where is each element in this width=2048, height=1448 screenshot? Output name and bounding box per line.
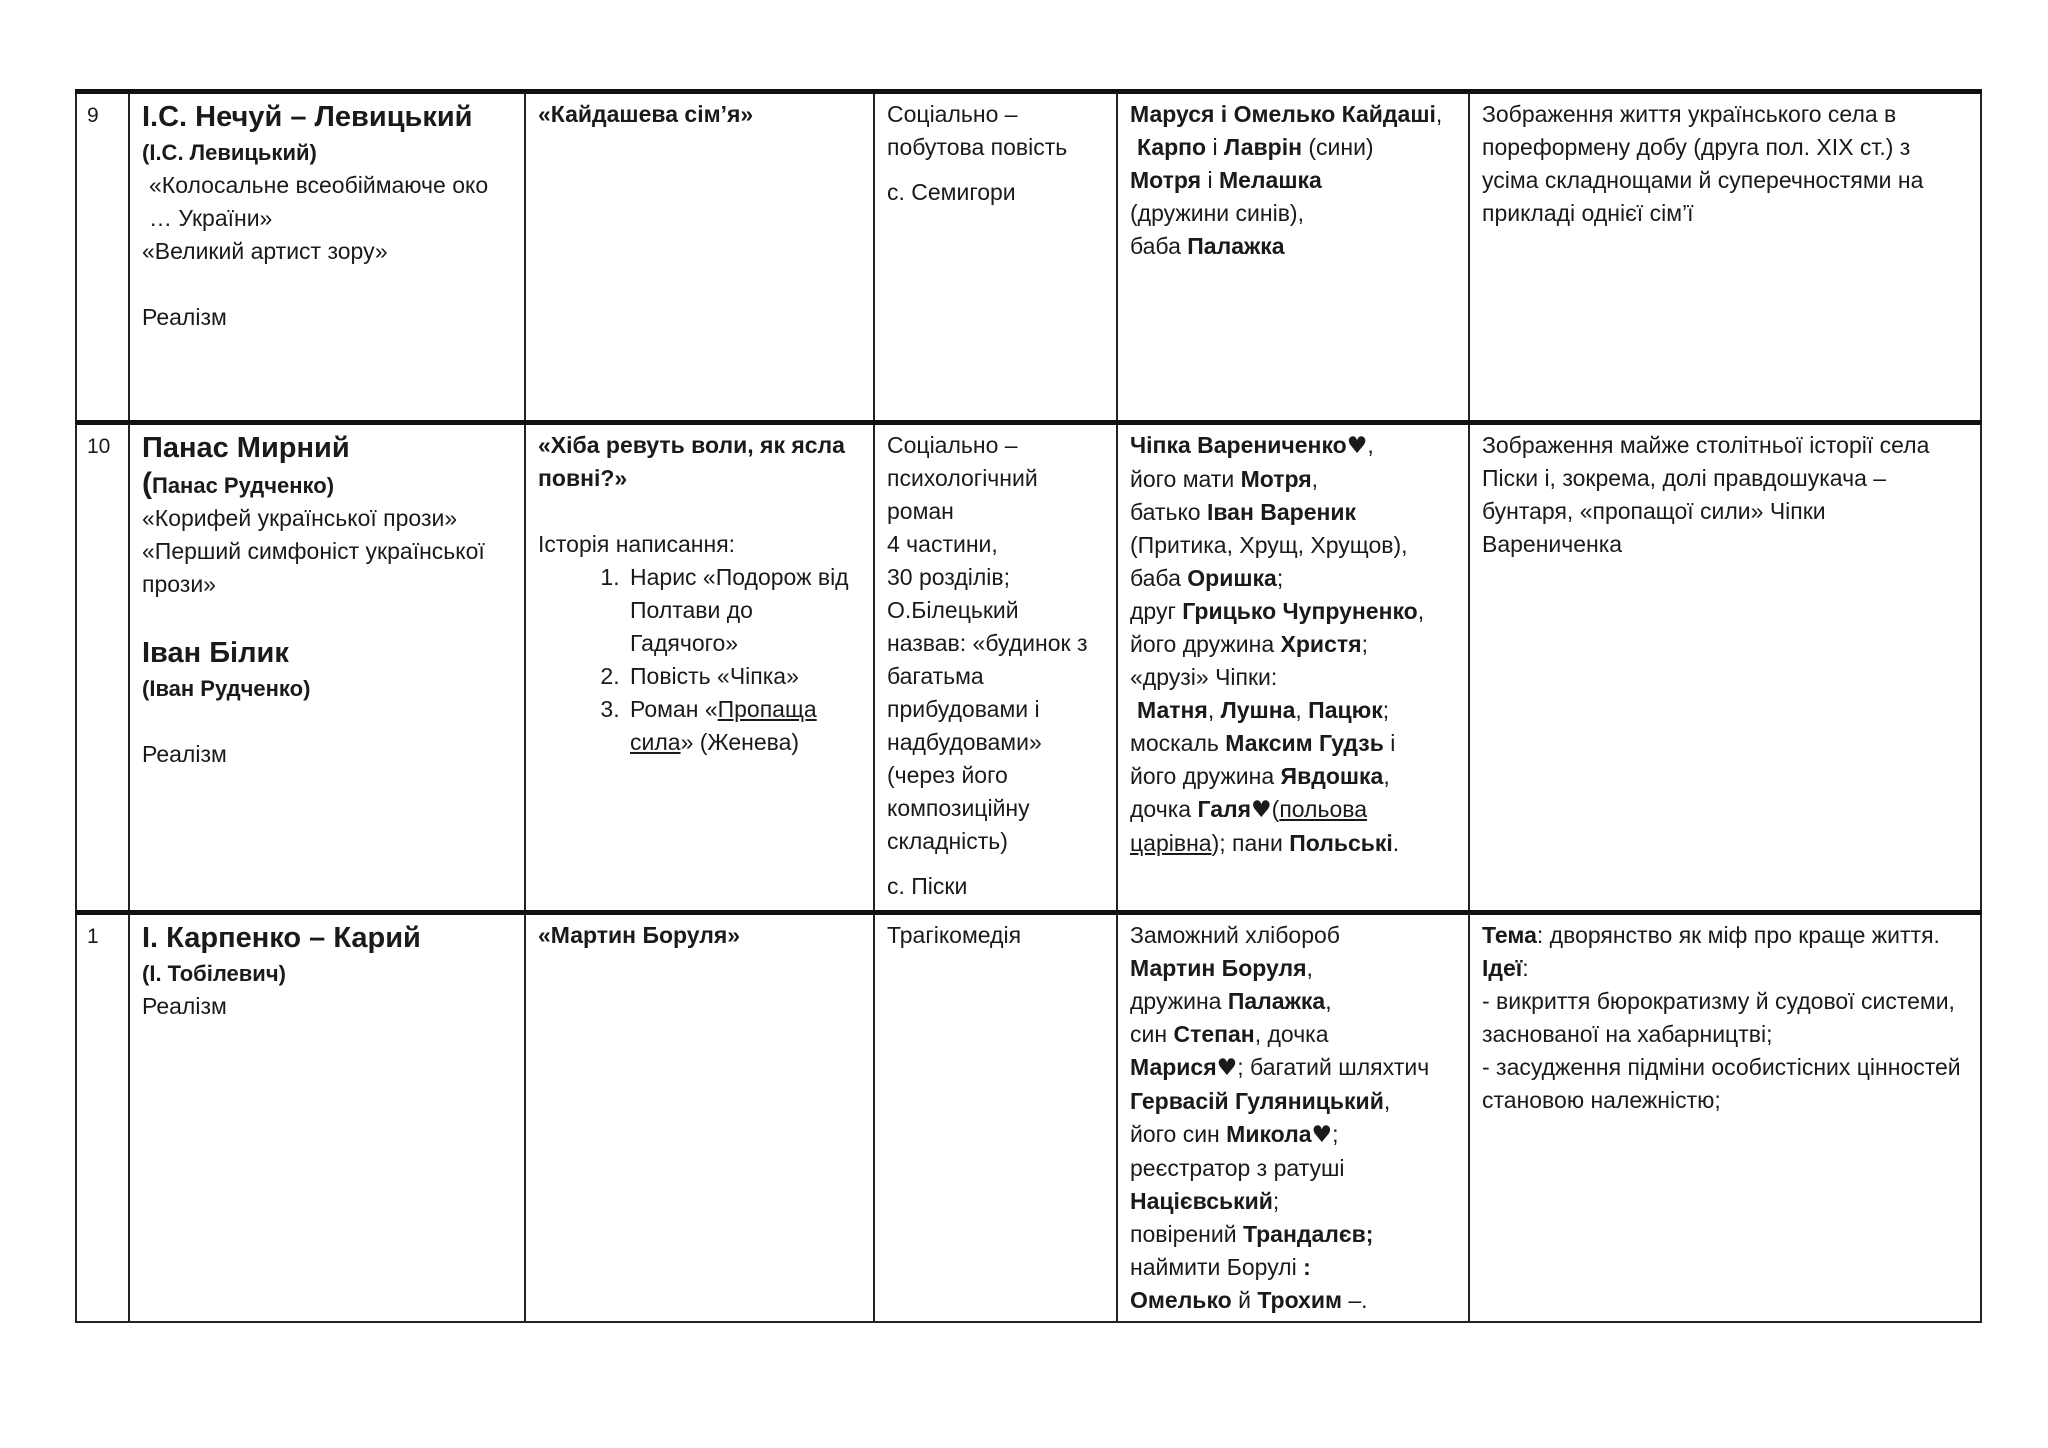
- list-item: 2. Повість «Чіпка»: [626, 660, 861, 693]
- author-name: І. Карпенко – Карий: [142, 922, 421, 954]
- characters-cell: Заможний хлібороб Мартин Боруля, дружина Палажка, син Степан, дочка Марися♥; багатий шляхтич Гервасій Гуляницький, його син Микола♥; реєстратор з ратуші Націєвський; повірений Трандалєв; наймити Борулі : Омелько й Трохим –.: [1117, 913, 1469, 1323]
- genre-text: Трагікомедія: [887, 922, 1022, 948]
- character-name: Мартин Боруля: [1130, 955, 1307, 981]
- character-text: Заможний хлібороб: [1130, 922, 1340, 948]
- character-name: Гервасій Гуляницький: [1130, 1088, 1384, 1114]
- row-number-cell: [76, 423, 129, 913]
- genre-text: Соціально – психологічний роман: [887, 432, 1038, 524]
- genre-cell: [874, 92, 1117, 423]
- history-list: [538, 561, 861, 759]
- author-real-name: (І.С. Левицький): [142, 140, 317, 165]
- theme-cell: Тема: дворянство як міф про краще життя. Ідеї: - викриття бюрократизму й судової системи, заснованої на хабарництві; - засудження підміни особистісних цінностей становою належністю;: [1469, 913, 1981, 1323]
- character-name: Марися: [1130, 1054, 1217, 1080]
- author-epithet: «Великий артист зору»: [142, 238, 388, 264]
- theme-label: Тема: [1482, 922, 1537, 948]
- character-text: і: [1214, 101, 1234, 127]
- list-item: 1. Нарис «Подорож від Полтави до Гадячого»: [626, 561, 861, 660]
- literary-style: Реалізм: [142, 993, 227, 1019]
- setting-place: с. Піски: [887, 873, 968, 899]
- author-epithet: «Перший симфоніст української прози»: [142, 538, 485, 597]
- character-name: Карпо: [1137, 134, 1207, 160]
- heart-icon: ♥: [1251, 797, 1272, 823]
- character-name: Христя: [1280, 631, 1362, 657]
- list-item: 3. Роман «Пропаща сила» (Женева): [626, 693, 861, 759]
- author-real-name: (І. Тобілевич): [142, 961, 286, 986]
- character-name: Мотря: [1130, 167, 1202, 193]
- theme-text: Зображення життя українського села в пореформену добу (друга пол. ХІХ ст.) з усіма складнощами й суперечностями на прикладі однієї сім’ї: [1482, 101, 1924, 226]
- character-name: Микола: [1226, 1121, 1312, 1147]
- idea-item: - викриття бюрократизму й судової системи, заснованої на хабарництві;: [1482, 988, 1955, 1047]
- character-name: Трохим: [1257, 1287, 1342, 1313]
- character-text: і: [1201, 167, 1219, 193]
- table-row: [76, 92, 1981, 423]
- character-name: Максим Гудзь: [1225, 730, 1384, 756]
- row-number-cell: [76, 913, 129, 1323]
- paren: (: [142, 467, 152, 500]
- character-name: Іван Вареник: [1206, 499, 1357, 525]
- author-pseudonym: Іван Білик: [142, 637, 289, 669]
- character-name: Мотря: [1240, 466, 1312, 492]
- character-name: Лаврін: [1224, 134, 1302, 160]
- table-row: [76, 913, 1981, 1323]
- character-text: (сини): [1301, 134, 1374, 160]
- character-name: Омелько Кайдаші: [1233, 101, 1436, 127]
- character-name: Маруся: [1130, 101, 1215, 127]
- author-epithet: «Колосальне всеобіймаюче око … України»: [149, 172, 489, 231]
- character-text: і: [1206, 134, 1224, 160]
- row-number: 9: [87, 104, 99, 127]
- character-name: Галя: [1197, 796, 1252, 822]
- genre-detail: 30 розділів;: [887, 564, 1011, 590]
- setting-place: с. Семигори: [887, 179, 1016, 205]
- work-cell: [525, 423, 874, 913]
- character-name: Грицько Чупруненко: [1182, 598, 1418, 624]
- genre-detail: 4 частини,: [887, 531, 998, 557]
- author-cell: [129, 92, 525, 423]
- author-cell: [129, 423, 525, 913]
- work-title: «Мартин Боруля»: [538, 922, 741, 948]
- character-name: Націєвський: [1130, 1188, 1273, 1214]
- literary-style: Реалізм: [142, 304, 227, 330]
- work-title: «Хіба ревуть воли, як ясла повні?»: [538, 432, 845, 491]
- character-name: Палажка: [1227, 988, 1326, 1014]
- row-number: 10: [87, 435, 111, 458]
- character-name: Явдошка: [1280, 763, 1384, 789]
- heart-icon: ♥: [1346, 433, 1368, 459]
- row-number-cell: [76, 92, 129, 423]
- characters-cell: Чіпка Варениченко♥, його мати Мотря, батько Іван Вареник (Притика, Хрущ, Хрущов), баба Оришка; друг Грицько Чупруненко, його дружина Христя; «друзі» Чіпки: Матня, Лушна, Пацюк; москаль Максим Гудзь і його дружина Явдошка, дочка Галя♥(польова царівна); пани Польські.: [1117, 423, 1469, 913]
- theme-cell: [1469, 92, 1981, 423]
- row-number: 1: [87, 925, 99, 948]
- author-name: Панас Мирний: [142, 432, 350, 464]
- character-text: реєстратор з ратуші: [1130, 1155, 1345, 1181]
- character-text: баба: [1130, 233, 1188, 259]
- literature-table: [75, 89, 1982, 1323]
- genre-cell: [874, 423, 1117, 913]
- genre-cell: [874, 913, 1117, 1323]
- character-text: ,: [1435, 101, 1443, 127]
- genre-text: Соціально – побутова повість: [887, 101, 1068, 160]
- character-text: «друзі» Чіпки:: [1130, 664, 1278, 690]
- author-epithet: «Корифей української прози»: [142, 505, 458, 531]
- heart-icon: ♥: [1311, 1122, 1333, 1148]
- author-real-name: (Іван Рудченко): [142, 676, 311, 701]
- character-text: (дружини синів),: [1130, 200, 1304, 226]
- heart-icon: ♥: [1216, 1055, 1238, 1081]
- genre-detail: О.Білецький назвав: «будинок з багатьма прибудовами і надбудовами» (через його композиційну складність): [887, 597, 1088, 854]
- characters-cell: [1117, 92, 1469, 423]
- work-title: «Кайдашева сім’я»: [538, 101, 754, 127]
- character-name: Палажка: [1187, 233, 1285, 259]
- ideas-label: Ідеї: [1482, 955, 1523, 981]
- author-real-name: Панас Рудченко): [152, 473, 335, 498]
- theme-text: Зображення майже столітньої історії села Піски і, зокрема, долі правдошукача – бунтаря, «пропащої сили» Чіпки Варениченка: [1482, 432, 1930, 557]
- work-cell: [525, 92, 874, 423]
- character-name: Мелашка: [1218, 167, 1322, 193]
- theme-text: : дворянство як міф про краще життя.: [1536, 922, 1940, 948]
- work-cell: [525, 913, 874, 1323]
- literary-style: Реалізм: [142, 741, 227, 767]
- character-name: Трандалєв;: [1242, 1221, 1374, 1247]
- table-row: [76, 423, 1981, 913]
- idea-item: - засудження підміни особистісних цінностей становою належністю;: [1482, 1054, 1961, 1113]
- character-text: (Притика, Хрущ, Хрущов),: [1130, 532, 1408, 558]
- author-cell: [129, 913, 525, 1323]
- history-title: Історія написання:: [538, 531, 736, 557]
- character-name: Чіпка Варениченко: [1130, 432, 1347, 458]
- theme-cell: [1469, 423, 1981, 913]
- author-name: І.С. Нечуй – Левицький: [142, 101, 473, 133]
- character-name: Омелько: [1130, 1287, 1232, 1313]
- character-name: Оришка: [1187, 565, 1277, 591]
- character-name: Степан: [1173, 1021, 1255, 1047]
